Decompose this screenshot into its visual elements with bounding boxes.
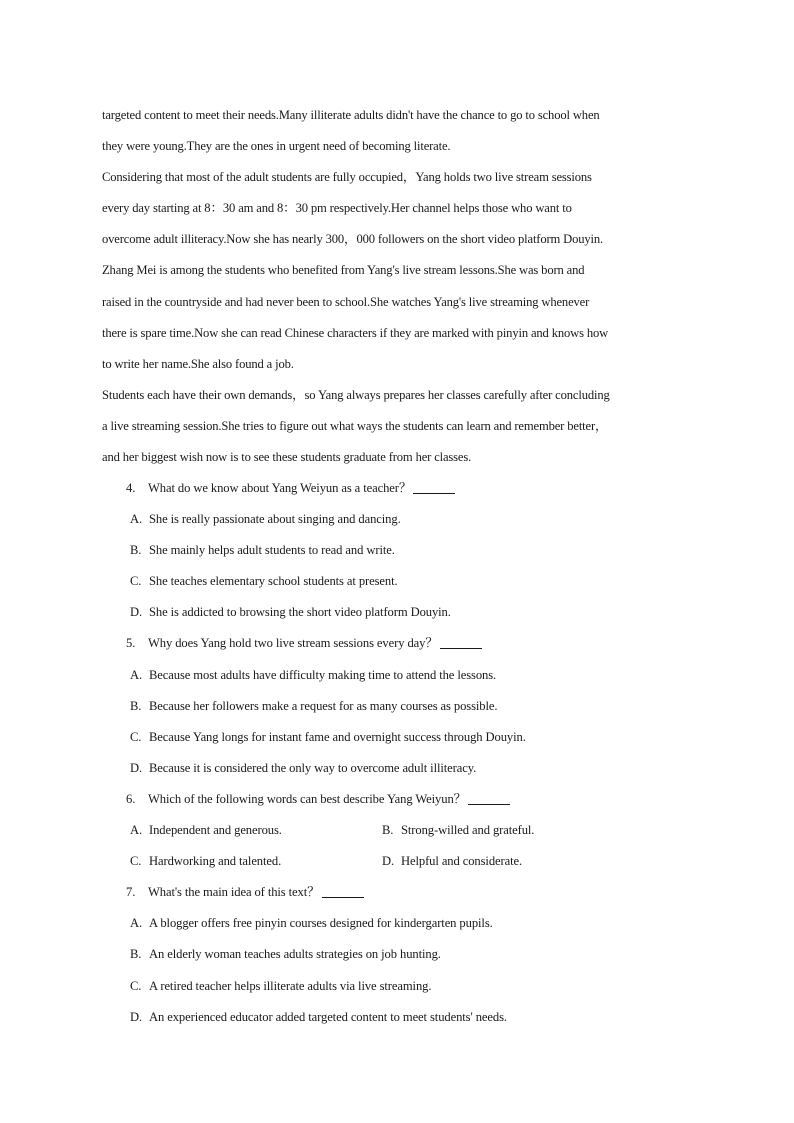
option-text: A retired teacher helps illiterate adults via live streaming. [149,978,432,993]
answer-blank [468,790,510,805]
option-d [102,597,702,628]
option-row [102,846,702,877]
answer-blank [440,634,482,649]
option-letter: C. [130,978,142,993]
passage-line: every day starting at 8：30 am and 8：30 pm respectively.Her channel helps those who want to [102,201,572,216]
passage-line: Students each have their own demands，so Yang always prepares her classes carefully after concluding [102,387,610,402]
option-text: Because her followers make a request for as many courses as possible. [149,698,498,713]
question-stem [102,628,702,659]
passage-line: Zhang Mei is among the students who benefited from Yang's live stream lessons.She was born and [102,263,585,278]
option-text: Hardworking and talented. [149,854,282,869]
question-text: What's the main idea of this text？ [148,885,320,900]
option-c [102,971,702,1002]
option-text: She teaches elementary school students at present. [149,574,398,589]
question-7 [102,877,702,1032]
option-d [102,753,702,784]
option-text: She mainly helps adult students to read and write. [149,543,395,558]
question-5 [102,628,702,783]
option-text: Because it is considered the only way to overcome adult illiteracy. [149,760,477,775]
option-letter: C. [130,729,142,744]
option-d [382,846,634,877]
passage-line: Considering that most of the adult students are fully occupied，Yang holds two live stream sessions [102,170,592,185]
option-text: Because most adults have difficulty making time to attend the lessons. [149,667,497,682]
answer-blank [322,883,364,898]
option-b [382,815,634,846]
option-letter: A. [130,916,143,931]
option-letter: C. [130,854,142,869]
question-text: Which of the following words can best describe Yang Weiyun？ [148,791,467,806]
option-letter: B. [130,947,142,962]
question-6 [102,784,702,877]
answer-blank [413,479,455,494]
option-c [102,722,702,753]
option-letter: A. [130,667,143,682]
option-text: Independent and generous. [149,823,282,838]
option-letter: B. [382,823,394,838]
option-letter: A. [130,823,143,838]
passage-line: and her biggest wish now is to see these students graduate from her classes. [102,450,472,465]
passage-line: overcome adult illiteracy.Now she has nearly 300，000 followers on the short video platform Douyin. [102,232,604,247]
question-4 [102,473,702,628]
option-letter: B. [130,698,142,713]
option-b [102,939,702,970]
option-c [130,846,382,877]
option-a [102,660,702,691]
option-text: Because Yang longs for instant fame and overnight success through Douyin. [149,729,526,744]
question-number: 7. [126,885,136,900]
option-a [102,504,702,535]
option-row [102,815,702,846]
option-text: She is addicted to browsing the short video platform Douyin. [149,605,451,620]
question-stem [102,877,702,908]
option-a [102,908,702,939]
passage-line: they were young.They are the ones in urgent need of becoming literate. [102,139,451,154]
passage-line: there is spare time.Now she can read Chinese characters if they are marked with pinyin and knows how [102,325,609,340]
option-text: A blogger offers free pinyin courses designed for kindergarten pupils. [149,916,493,931]
passage-line: a live streaming session.She tries to figure out what ways the students can learn and remember better， [102,418,608,433]
option-text: An elderly woman teaches adults strategies on job hunting. [149,947,441,962]
passage-line: to write her name.She also found a job. [102,356,294,371]
option-b [102,535,702,566]
question-stem [102,473,702,504]
question-number: 4. [126,481,136,495]
option-letter: B. [130,543,142,558]
question-text: What do we know about Yang Weiyun as a teacher？ [148,481,412,495]
reading-passage [102,100,702,473]
option-b [102,691,702,722]
option-letter: A. [130,512,143,527]
option-letter: D. [130,605,143,620]
question-list [102,473,702,1033]
question-stem [102,784,702,815]
question-number: 5. [126,636,136,651]
option-d [102,1002,702,1033]
question-text: Why does Yang hold two live stream sessions every day？ [148,636,438,651]
option-text: An experienced educator added targeted content to meet students' needs. [149,1009,507,1024]
option-text: She is really passionate about singing and dancing. [149,512,401,527]
option-letter: C. [130,574,142,589]
option-a [130,815,382,846]
option-letter: D. [130,760,143,775]
question-number: 6. [126,791,136,806]
option-letter: D. [382,854,395,869]
option-c [102,566,702,597]
option-letter: D. [130,1009,143,1024]
option-text: Helpful and considerate. [401,854,523,869]
passage-line: targeted content to meet their needs.Many illiterate adults didn't have the chance to go to school when [102,108,600,122]
option-text: Strong-willed and grateful. [401,823,535,838]
passage-line: raised in the countryside and had never been to school.She watches Yang's live streaming whenever [102,294,590,309]
